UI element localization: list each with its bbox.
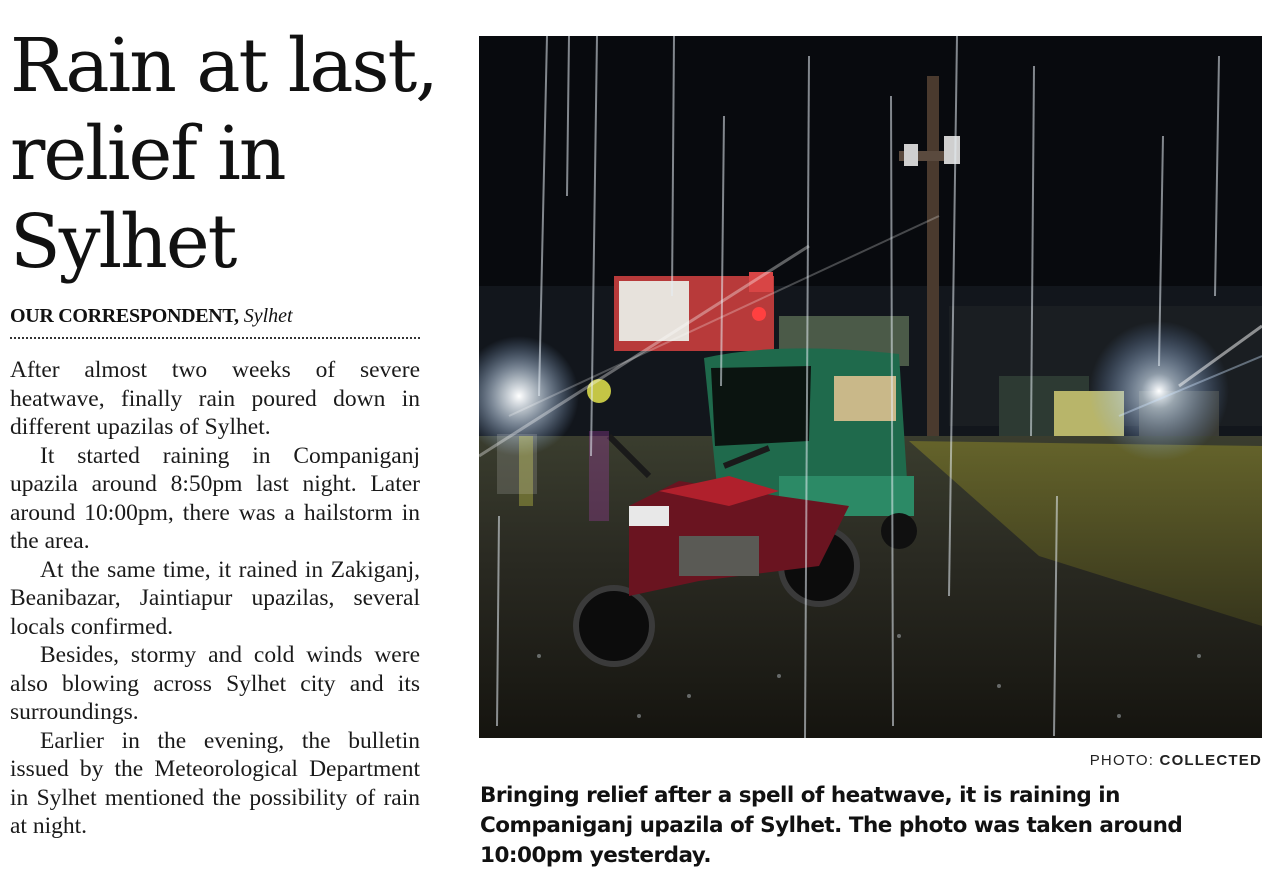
- news-photo: [479, 36, 1262, 738]
- byline-location: Sylhet: [243, 305, 293, 327]
- headline: Rain at last, relief in Sylhet: [10, 23, 437, 285]
- byline-author: OUR CORRESPONDENT,: [10, 305, 239, 327]
- photo-credit-source: COLLECTED: [1159, 752, 1262, 769]
- paragraph: After almost two weeks of severe heatwave, finally rain poured down in different upazilas of Sylhet.: [10, 357, 420, 440]
- photo-caption: Bringing relief after a spell of heatwave, it is raining in Companiganj upazila of Sylhet. The photo was taken around 10:00pm yesterday.: [480, 783, 1183, 868]
- article-body: [10, 356, 420, 841]
- photo-credit: [1090, 752, 1262, 769]
- rain-night-scene: [479, 36, 1262, 738]
- paragraph: Earlier in the evening, the bulletin issued by the Meteorological Department in Sylhet mentioned the possibility of rain at night.: [10, 727, 420, 839]
- paragraph: Besides, stormy and cold winds were also blowing across Sylhet city and its surroundings.: [10, 642, 420, 725]
- paragraph: At the same time, it rained in Zakiganj, Beanibazar, Jaintiapur upazilas, several locals confirmed.: [10, 556, 420, 640]
- photo-credit-label: PHOTO:: [1089, 752, 1155, 769]
- paragraph: It started raining in Companiganj upazila around 8:50pm last night. Later around 10:00pm, there was a hailstorm in the area.: [10, 442, 420, 554]
- byline: [10, 303, 420, 339]
